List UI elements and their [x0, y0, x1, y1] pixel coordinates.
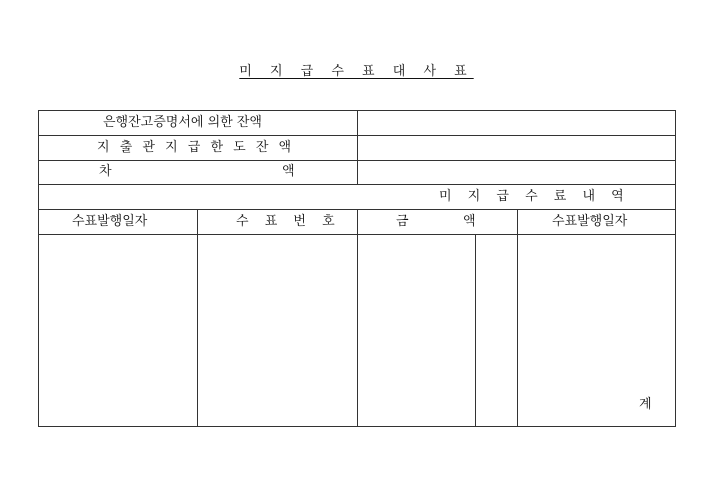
- column-header-issue-date-2: 수표발행일자: [552, 214, 628, 229]
- column-header-issue-date: 수표발행일자: [72, 214, 148, 229]
- document-title: 미 지 급 수 표 대 사 표: [239, 64, 474, 79]
- column-divider: [197, 209, 198, 426]
- column-divider: [475, 234, 476, 426]
- difference-label-right: 액: [282, 164, 295, 179]
- difference-label-left: 차: [99, 164, 112, 179]
- column-header-check-number: 수 표 번 호: [236, 214, 341, 229]
- withdrawal-limit-label: 지 출 관 지 급 한 도 잔 액: [97, 140, 295, 155]
- total-label: 계: [639, 397, 652, 412]
- column-header-amount-left: 금: [396, 214, 409, 229]
- column-header-amount-right: 액: [463, 214, 476, 229]
- row-divider: [39, 184, 675, 185]
- check-reconciliation-table: [38, 110, 676, 427]
- column-divider: [357, 111, 358, 184]
- bank-balance-label: 은행잔고증명서에 의한 잔액: [103, 115, 262, 130]
- unpaid-checks-section-header: 미 지 급 수 료 내 역: [439, 189, 630, 204]
- column-divider: [357, 209, 358, 426]
- column-divider: [517, 209, 518, 426]
